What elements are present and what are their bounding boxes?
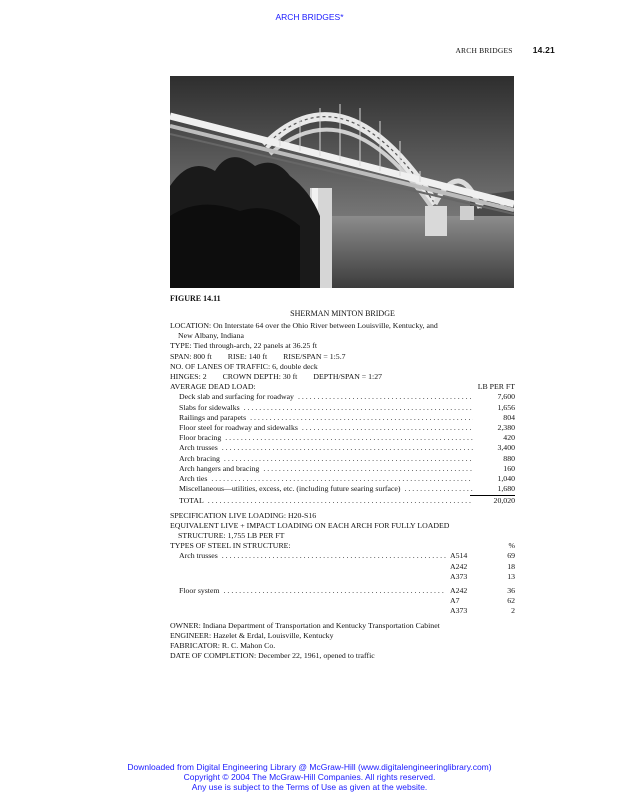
dead-load-row: [170, 423, 515, 433]
total-row: [170, 496, 515, 506]
location-cont: New Albany, Indiana: [178, 331, 244, 341]
dead-load-value: 1,680: [497, 484, 515, 494]
steel-grade: A242: [450, 561, 468, 571]
steel-row: [170, 551, 515, 561]
dead-load-label: Floor steel for roadway and sidewalks: [179, 423, 298, 433]
dead-load-value: 2,380: [497, 423, 515, 433]
figure-title: SHERMAN MINTON BRIDGE: [290, 309, 395, 318]
dead-load-label: Floor bracing: [179, 433, 222, 443]
steel-grade: A242: [450, 586, 468, 596]
bridge-spec: [170, 321, 515, 662]
dead-load-row: [170, 413, 515, 423]
lanes: NO. OF LANES OF TRAFFIC: 6, double deck: [170, 361, 318, 371]
fabricator: FABRICATOR: R. C. Mahon Co.: [170, 641, 276, 651]
dead-load-value: 7,600: [497, 392, 515, 402]
steel-grade: A7: [450, 596, 460, 606]
steel-unit: %: [508, 541, 515, 551]
engineer: ENGINEER: Hazelet & Erdal, Louisville, Kentucky: [170, 630, 334, 640]
dead-load-row: [170, 454, 515, 464]
bridge-photo: [170, 76, 514, 288]
steel-grade: A514: [450, 551, 468, 561]
type: TYPE: Tied through-arch, 22 panels at 36.25 ft: [170, 341, 318, 351]
running-head: [455, 45, 555, 55]
dead-load-value: 804: [503, 412, 515, 422]
figure-label: FIGURE 14.11: [170, 294, 221, 303]
rise: RISE: 140 ft: [227, 351, 268, 361]
dead-load-label: Miscellaneous—utilities, excess, etc. (including future searing surface): [179, 484, 401, 494]
dead-load-row: [170, 464, 515, 474]
dead-load-row: [170, 474, 515, 484]
dead-load-label: Deck slab and surfacing for roadway: [179, 392, 294, 402]
steel-pct: 62: [507, 596, 515, 606]
footer-terms[interactable]: Any use is subject to the Terms of Use as given at the website.: [191, 782, 428, 792]
depth-span: DEPTH/SPAN = 1:27: [313, 372, 382, 382]
steel-grade: A373: [450, 571, 468, 581]
crown-depth: CROWN DEPTH: 30 ft: [222, 372, 298, 382]
dead-load-value: 1,040: [497, 474, 515, 484]
steel-grade: A373: [450, 606, 468, 616]
dead-load-unit: LB PER FT: [477, 382, 515, 392]
dead-load-label: Arch trusses: [179, 443, 218, 453]
dead-load-label: Arch bracing: [179, 453, 220, 463]
total-label: TOTAL: [179, 496, 204, 506]
rise-span: RISE/SPAN = 1:5.7: [283, 351, 346, 361]
steel-heading: TYPES OF STEEL IN STRUCTURE:: [170, 541, 291, 551]
steel-pct: 18: [507, 561, 515, 571]
equivalent-loading-cont: STRUCTURE: 1,755 LB PER FT: [178, 531, 285, 541]
steel-pct: 69: [507, 551, 515, 561]
footer: [0, 762, 619, 792]
dead-load-row: [170, 484, 515, 494]
dead-load-row: [170, 443, 515, 453]
dead-load-heading: AVERAGE DEAD LOAD:: [170, 382, 256, 392]
dead-load-label: Arch hangers and bracing: [179, 463, 260, 473]
steel-member-label: Arch trusses: [179, 551, 218, 561]
steel-pct: 13: [507, 571, 515, 581]
top-link[interactable]: ARCH BRIDGES*: [275, 12, 344, 22]
steel-row: [170, 572, 515, 582]
steel-member-label: Floor system: [179, 586, 220, 596]
running-title: ARCH BRIDGES: [455, 46, 513, 55]
dead-load-label: Slabs for sidewalks: [179, 402, 240, 412]
dead-load-value: 3,400: [497, 443, 515, 453]
equivalent-loading: EQUIVALENT LIVE + IMPACT LOADING ON EACH ARCH FOR FULLY LOADED: [170, 520, 450, 530]
dead-load-value: 880: [503, 453, 515, 463]
dead-load-value: 420: [503, 433, 515, 443]
dead-load-label: Railings and parapets: [179, 412, 247, 422]
footer-copyright: Copyright © 2004 The McGraw-Hill Companies. All rights reserved.: [183, 772, 436, 782]
steel-row: [170, 606, 515, 616]
footer-download-link[interactable]: Downloaded from Digital Engineering Library @ McGraw-Hill (www.digitalengineeringlibrary.com): [127, 762, 492, 772]
owner: OWNER: Indiana Department of Transportation and Kentucky Transportation Cabinet: [170, 620, 440, 630]
location: LOCATION: On Interstate 64 over the Ohio River between Louisville, Kentucky, and: [170, 321, 438, 330]
steel-pct: 36: [507, 586, 515, 596]
page-number: 14.21: [532, 45, 555, 55]
dead-load-value: 1,656: [497, 402, 515, 412]
steel-row: [170, 586, 515, 596]
dead-load-label: Arch ties: [179, 474, 208, 484]
span: SPAN: 800 ft: [170, 351, 212, 361]
steel-pct: 2: [511, 606, 515, 616]
dead-load-value: 160: [503, 463, 515, 473]
dead-load-row: [170, 392, 515, 402]
total-value: 20,020: [493, 496, 515, 506]
hinges: HINGES: 2: [170, 372, 207, 382]
completion-date: DATE OF COMPLETION: December 22, 1961, opened to traffic: [170, 651, 375, 661]
live-loading: SPECIFICATION LIVE LOADING: H20-S16: [170, 510, 317, 520]
steel-row: [170, 562, 515, 572]
steel-row: [170, 596, 515, 606]
dead-load-row: [170, 403, 515, 413]
dead-load-row: [170, 433, 515, 443]
